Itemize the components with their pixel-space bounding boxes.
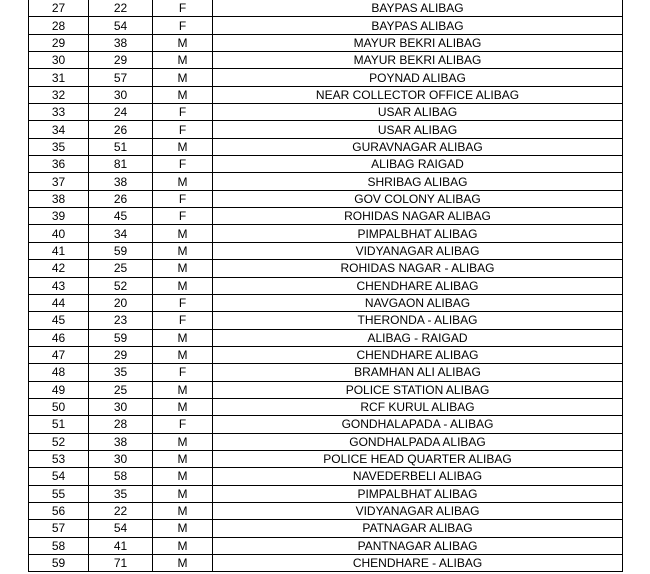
address-cell: PATNAGAR ALIBAG — [213, 520, 623, 537]
table-row — [29, 502, 623, 519]
sex-cell: M — [153, 173, 213, 190]
sex-cell: F — [153, 208, 213, 225]
table-row — [29, 208, 623, 225]
address-cell: THERONDA - ALIBAG — [213, 312, 623, 329]
age-cell: 59 — [89, 329, 153, 346]
address-cell: GURAVNAGAR ALIBAG — [213, 138, 623, 155]
table-row — [29, 0, 623, 17]
address-cell: ALIBAG - RAIGAD — [213, 329, 623, 346]
serial-number-cell: 52 — [29, 433, 89, 450]
sex-cell: M — [153, 34, 213, 51]
sex-cell: M — [153, 138, 213, 155]
serial-number-cell: 47 — [29, 346, 89, 363]
sex-cell: F — [153, 104, 213, 121]
serial-number-cell: 39 — [29, 208, 89, 225]
age-cell: 54 — [89, 17, 153, 34]
serial-number-cell: 41 — [29, 242, 89, 259]
address-cell: USAR ALIBAG — [213, 121, 623, 138]
sex-cell: M — [153, 398, 213, 415]
age-cell: 71 — [89, 555, 153, 572]
sex-cell: M — [153, 346, 213, 363]
table-row — [29, 17, 623, 34]
address-cell: POLICE HEAD QUARTER ALIBAG — [213, 450, 623, 467]
table-row — [29, 156, 623, 173]
sex-cell: M — [153, 242, 213, 259]
serial-number-cell: 30 — [29, 52, 89, 69]
address-cell: PANTNAGAR ALIBAG — [213, 537, 623, 554]
age-cell: 20 — [89, 294, 153, 311]
table-row — [29, 173, 623, 190]
address-cell: USAR ALIBAG — [213, 104, 623, 121]
sex-cell: F — [153, 190, 213, 207]
sex-cell: F — [153, 364, 213, 381]
age-cell: 38 — [89, 34, 153, 51]
table-row — [29, 537, 623, 554]
age-cell: 54 — [89, 520, 153, 537]
table-row — [29, 225, 623, 242]
address-cell: MAYUR BEKRI ALIBAG — [213, 34, 623, 51]
serial-number-cell: 50 — [29, 398, 89, 415]
sex-cell: F — [153, 294, 213, 311]
age-cell: 26 — [89, 121, 153, 138]
address-cell: RCF KURUL ALIBAG — [213, 398, 623, 415]
address-cell: VIDYANAGAR ALIBAG — [213, 242, 623, 259]
age-cell: 51 — [89, 138, 153, 155]
age-cell: 23 — [89, 312, 153, 329]
table-row — [29, 242, 623, 259]
address-cell: POLICE STATION ALIBAG — [213, 381, 623, 398]
patient-table — [28, 0, 623, 572]
table-row — [29, 555, 623, 572]
serial-number-cell: 32 — [29, 86, 89, 103]
serial-number-cell: 48 — [29, 364, 89, 381]
address-cell: VIDYANAGAR ALIBAG — [213, 502, 623, 519]
age-cell: 29 — [89, 346, 153, 363]
table-row — [29, 346, 623, 363]
serial-number-cell: 27 — [29, 0, 89, 17]
serial-number-cell: 49 — [29, 381, 89, 398]
age-cell: 26 — [89, 190, 153, 207]
sex-cell: M — [153, 502, 213, 519]
table-row — [29, 433, 623, 450]
table-row — [29, 416, 623, 433]
address-cell: GONDHALPADA ALIBAG — [213, 433, 623, 450]
serial-number-cell: 36 — [29, 156, 89, 173]
table-row — [29, 468, 623, 485]
age-cell: 30 — [89, 398, 153, 415]
age-cell: 81 — [89, 156, 153, 173]
address-cell: PIMPALBHAT ALIBAG — [213, 225, 623, 242]
address-cell: NAVGAON ALIBAG — [213, 294, 623, 311]
serial-number-cell: 46 — [29, 329, 89, 346]
serial-number-cell: 29 — [29, 34, 89, 51]
sex-cell: F — [153, 121, 213, 138]
sex-cell: M — [153, 433, 213, 450]
age-cell: 35 — [89, 485, 153, 502]
serial-number-cell: 31 — [29, 69, 89, 86]
age-cell: 34 — [89, 225, 153, 242]
table-row — [29, 121, 623, 138]
age-cell: 30 — [89, 450, 153, 467]
age-cell: 57 — [89, 69, 153, 86]
serial-number-cell: 57 — [29, 520, 89, 537]
age-cell: 24 — [89, 104, 153, 121]
sex-cell: M — [153, 86, 213, 103]
sex-cell: M — [153, 381, 213, 398]
serial-number-cell: 43 — [29, 277, 89, 294]
serial-number-cell: 45 — [29, 312, 89, 329]
address-cell: SHRIBAG ALIBAG — [213, 173, 623, 190]
address-cell: CHENDHARE - ALIBAG — [213, 555, 623, 572]
address-cell: MAYUR BEKRI ALIBAG — [213, 52, 623, 69]
sex-cell: M — [153, 277, 213, 294]
address-cell: BRAMHAN ALI ALIBAG — [213, 364, 623, 381]
table-row — [29, 381, 623, 398]
sex-cell: M — [153, 555, 213, 572]
table-row — [29, 104, 623, 121]
age-cell: 41 — [89, 537, 153, 554]
serial-number-cell: 33 — [29, 104, 89, 121]
age-cell: 30 — [89, 86, 153, 103]
serial-number-cell: 58 — [29, 537, 89, 554]
table-row — [29, 364, 623, 381]
sex-cell: M — [153, 260, 213, 277]
age-cell: 22 — [89, 0, 153, 17]
age-cell: 25 — [89, 260, 153, 277]
address-cell: ROHIDAS NAGAR - ALIBAG — [213, 260, 623, 277]
serial-number-cell: 54 — [29, 468, 89, 485]
sex-cell: F — [153, 156, 213, 173]
age-cell: 29 — [89, 52, 153, 69]
serial-number-cell: 37 — [29, 173, 89, 190]
table-row — [29, 520, 623, 537]
sex-cell: M — [153, 450, 213, 467]
sex-cell: M — [153, 69, 213, 86]
table-row — [29, 329, 623, 346]
table-row — [29, 485, 623, 502]
sex-cell: M — [153, 52, 213, 69]
serial-number-cell: 38 — [29, 190, 89, 207]
address-cell: NAVEDERBELI ALIBAG — [213, 468, 623, 485]
sex-cell: F — [153, 0, 213, 17]
sex-cell: F — [153, 416, 213, 433]
age-cell: 38 — [89, 173, 153, 190]
serial-number-cell: 28 — [29, 17, 89, 34]
address-cell: ROHIDAS NAGAR ALIBAG — [213, 208, 623, 225]
age-cell: 45 — [89, 208, 153, 225]
sex-cell: M — [153, 329, 213, 346]
serial-number-cell: 55 — [29, 485, 89, 502]
address-cell: CHENDHARE ALIBAG — [213, 346, 623, 363]
serial-number-cell: 59 — [29, 555, 89, 572]
patient-table-container — [28, 0, 622, 572]
serial-number-cell: 34 — [29, 121, 89, 138]
table-row — [29, 277, 623, 294]
age-cell: 59 — [89, 242, 153, 259]
sex-cell: M — [153, 537, 213, 554]
serial-number-cell: 40 — [29, 225, 89, 242]
address-cell: PIMPALBHAT ALIBAG — [213, 485, 623, 502]
sex-cell: M — [153, 225, 213, 242]
serial-number-cell: 42 — [29, 260, 89, 277]
age-cell: 38 — [89, 433, 153, 450]
address-cell: BAYPAS ALIBAG — [213, 0, 623, 17]
table-body — [29, 0, 623, 572]
sex-cell: M — [153, 520, 213, 537]
address-cell: POYNAD ALIBAG — [213, 69, 623, 86]
address-cell: BAYPAS ALIBAG — [213, 17, 623, 34]
age-cell: 52 — [89, 277, 153, 294]
age-cell: 28 — [89, 416, 153, 433]
address-cell: GOV COLONY ALIBAG — [213, 190, 623, 207]
table-row — [29, 398, 623, 415]
table-row — [29, 86, 623, 103]
age-cell: 25 — [89, 381, 153, 398]
serial-number-cell: 51 — [29, 416, 89, 433]
table-row — [29, 34, 623, 51]
sex-cell: M — [153, 468, 213, 485]
table-row — [29, 69, 623, 86]
age-cell: 58 — [89, 468, 153, 485]
address-cell: CHENDHARE ALIBAG — [213, 277, 623, 294]
address-cell: GONDHALAPADA - ALIBAG — [213, 416, 623, 433]
serial-number-cell: 56 — [29, 502, 89, 519]
serial-number-cell: 44 — [29, 294, 89, 311]
sex-cell: F — [153, 17, 213, 34]
sex-cell: F — [153, 312, 213, 329]
table-row — [29, 260, 623, 277]
sex-cell: M — [153, 485, 213, 502]
address-cell: NEAR COLLECTOR OFFICE ALIBAG — [213, 86, 623, 103]
serial-number-cell: 35 — [29, 138, 89, 155]
table-row — [29, 138, 623, 155]
table-row — [29, 312, 623, 329]
age-cell: 35 — [89, 364, 153, 381]
table-row — [29, 52, 623, 69]
table-row — [29, 294, 623, 311]
serial-number-cell: 53 — [29, 450, 89, 467]
table-row — [29, 190, 623, 207]
age-cell: 22 — [89, 502, 153, 519]
address-cell: ALIBAG RAIGAD — [213, 156, 623, 173]
table-row — [29, 450, 623, 467]
